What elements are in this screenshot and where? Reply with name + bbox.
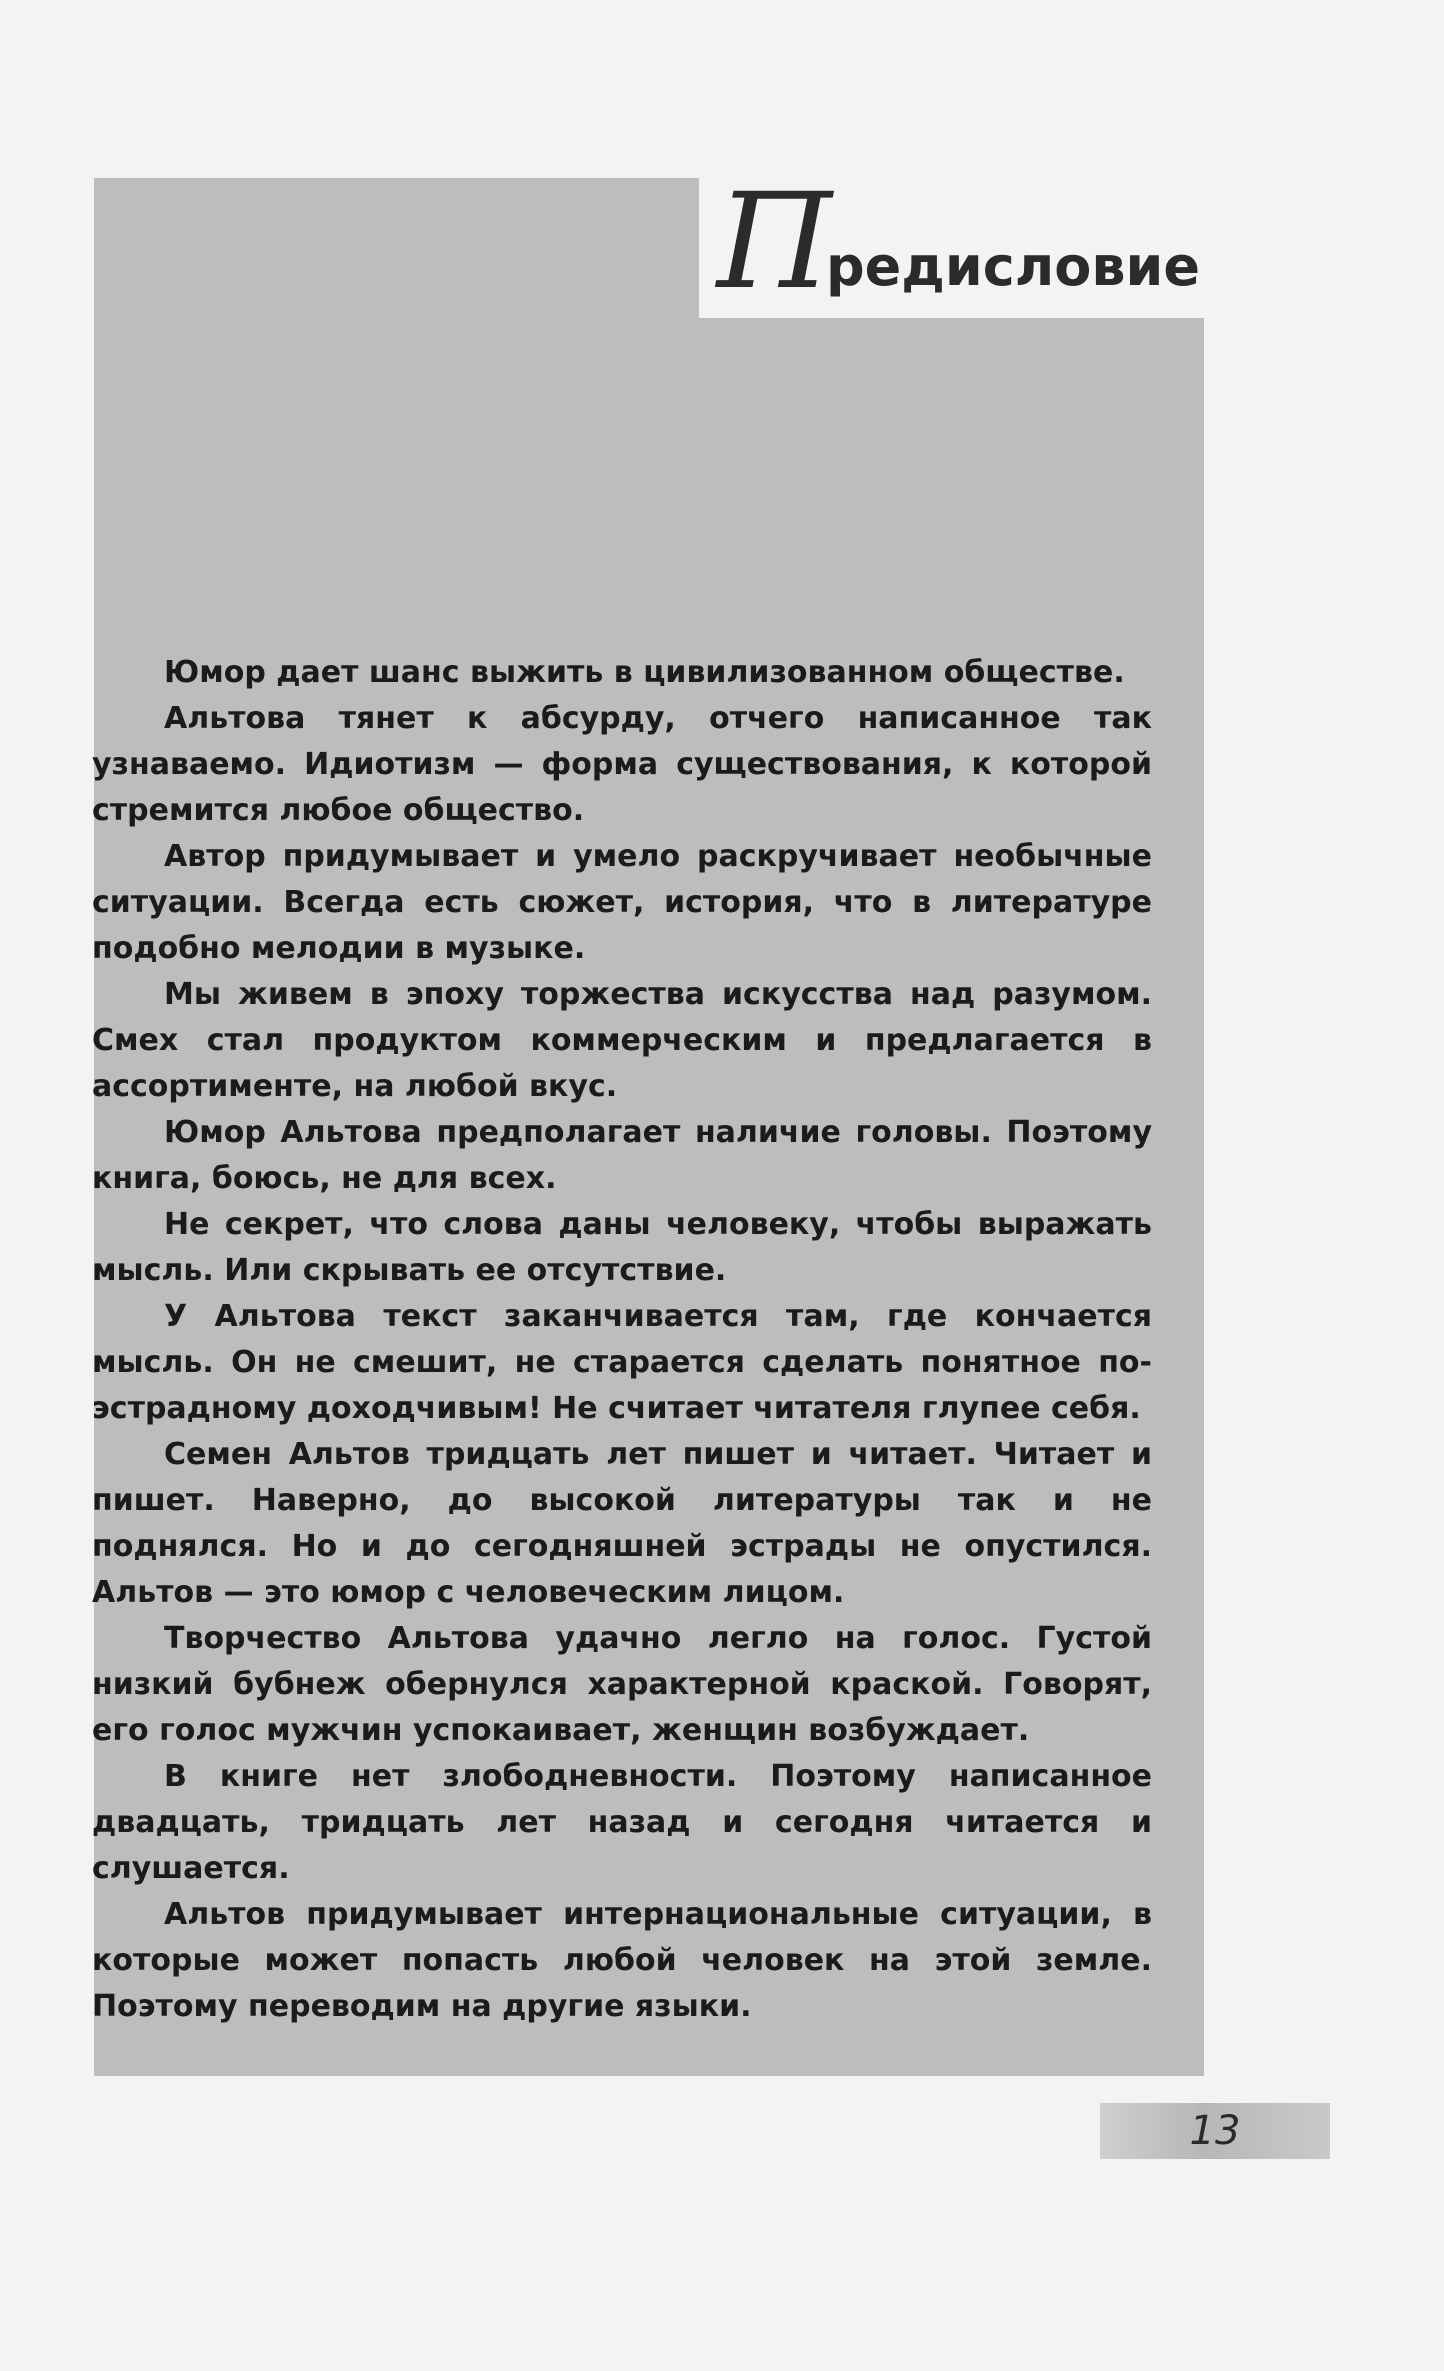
heading-text: редисловие [825,235,1200,298]
paragraph: Альтова тянет к абсурду, отчего написанное так узнаваемо. Идиотизм — форма существования, к которой стремится любое общество. [92,701,1152,828]
chapter-heading [699,158,1204,318]
body-text [92,650,1152,2030]
paragraph: Юмор дает шанс выжить в цивилизованном обществе. [164,655,1125,690]
paragraph: В книге нет злободневности. Поэтому написанное двадцать, тридцать лет назад и сегодня читается и слушается. [92,1759,1152,1886]
page-number: 13 [1189,2108,1241,2154]
paragraph: У Альтова текст заканчивается там, где кончается мысль. Он не смешит, не старается сделать понятное по-эстрадному доходчивым! Не считает читателя глупее себя. [92,1299,1152,1426]
heading-initial-letter: П [716,165,832,319]
page-number-tab [1100,2103,1330,2159]
paragraph: Семен Альтов тридцать лет пишет и читает. Читает и пишет. Наверно, до высокой литературы так и не поднялся. Но и до сегодняшней эстрады не опустился. Альтов — это юмор с человеческим лицом. [92,1437,1152,1610]
paragraph: Мы живем в эпоху торжества искусства над разумом. Смех стал продуктом коммерческим и предлагается в ассортименте, на любой вкус. [92,977,1152,1104]
paragraph: Автор придумывает и умело раскручивает необычные ситуации. Всегда есть сюжет, история, что в литературе подобно мелодии в музыке. [92,839,1152,966]
paragraph: Юмор Альтова предполагает наличие головы. Поэтому книга, боюсь, не для всех. [92,1115,1152,1196]
paragraph: Альтов придумывает интернациональные ситуации, в которые может попасть любой человек на этой земле. Поэтому переводим на другие языки. [92,1897,1152,2024]
paragraph: Творчество Альтова удачно легло на голос. Густой низкий бубнеж обернулся характерной краской. Говорят, его голос мужчин успокаивает, женщин возбуждает. [92,1621,1152,1748]
paragraph: Не секрет, что слова даны человеку, чтобы выражать мысль. Или скрывать ее отсутствие. [92,1207,1152,1288]
